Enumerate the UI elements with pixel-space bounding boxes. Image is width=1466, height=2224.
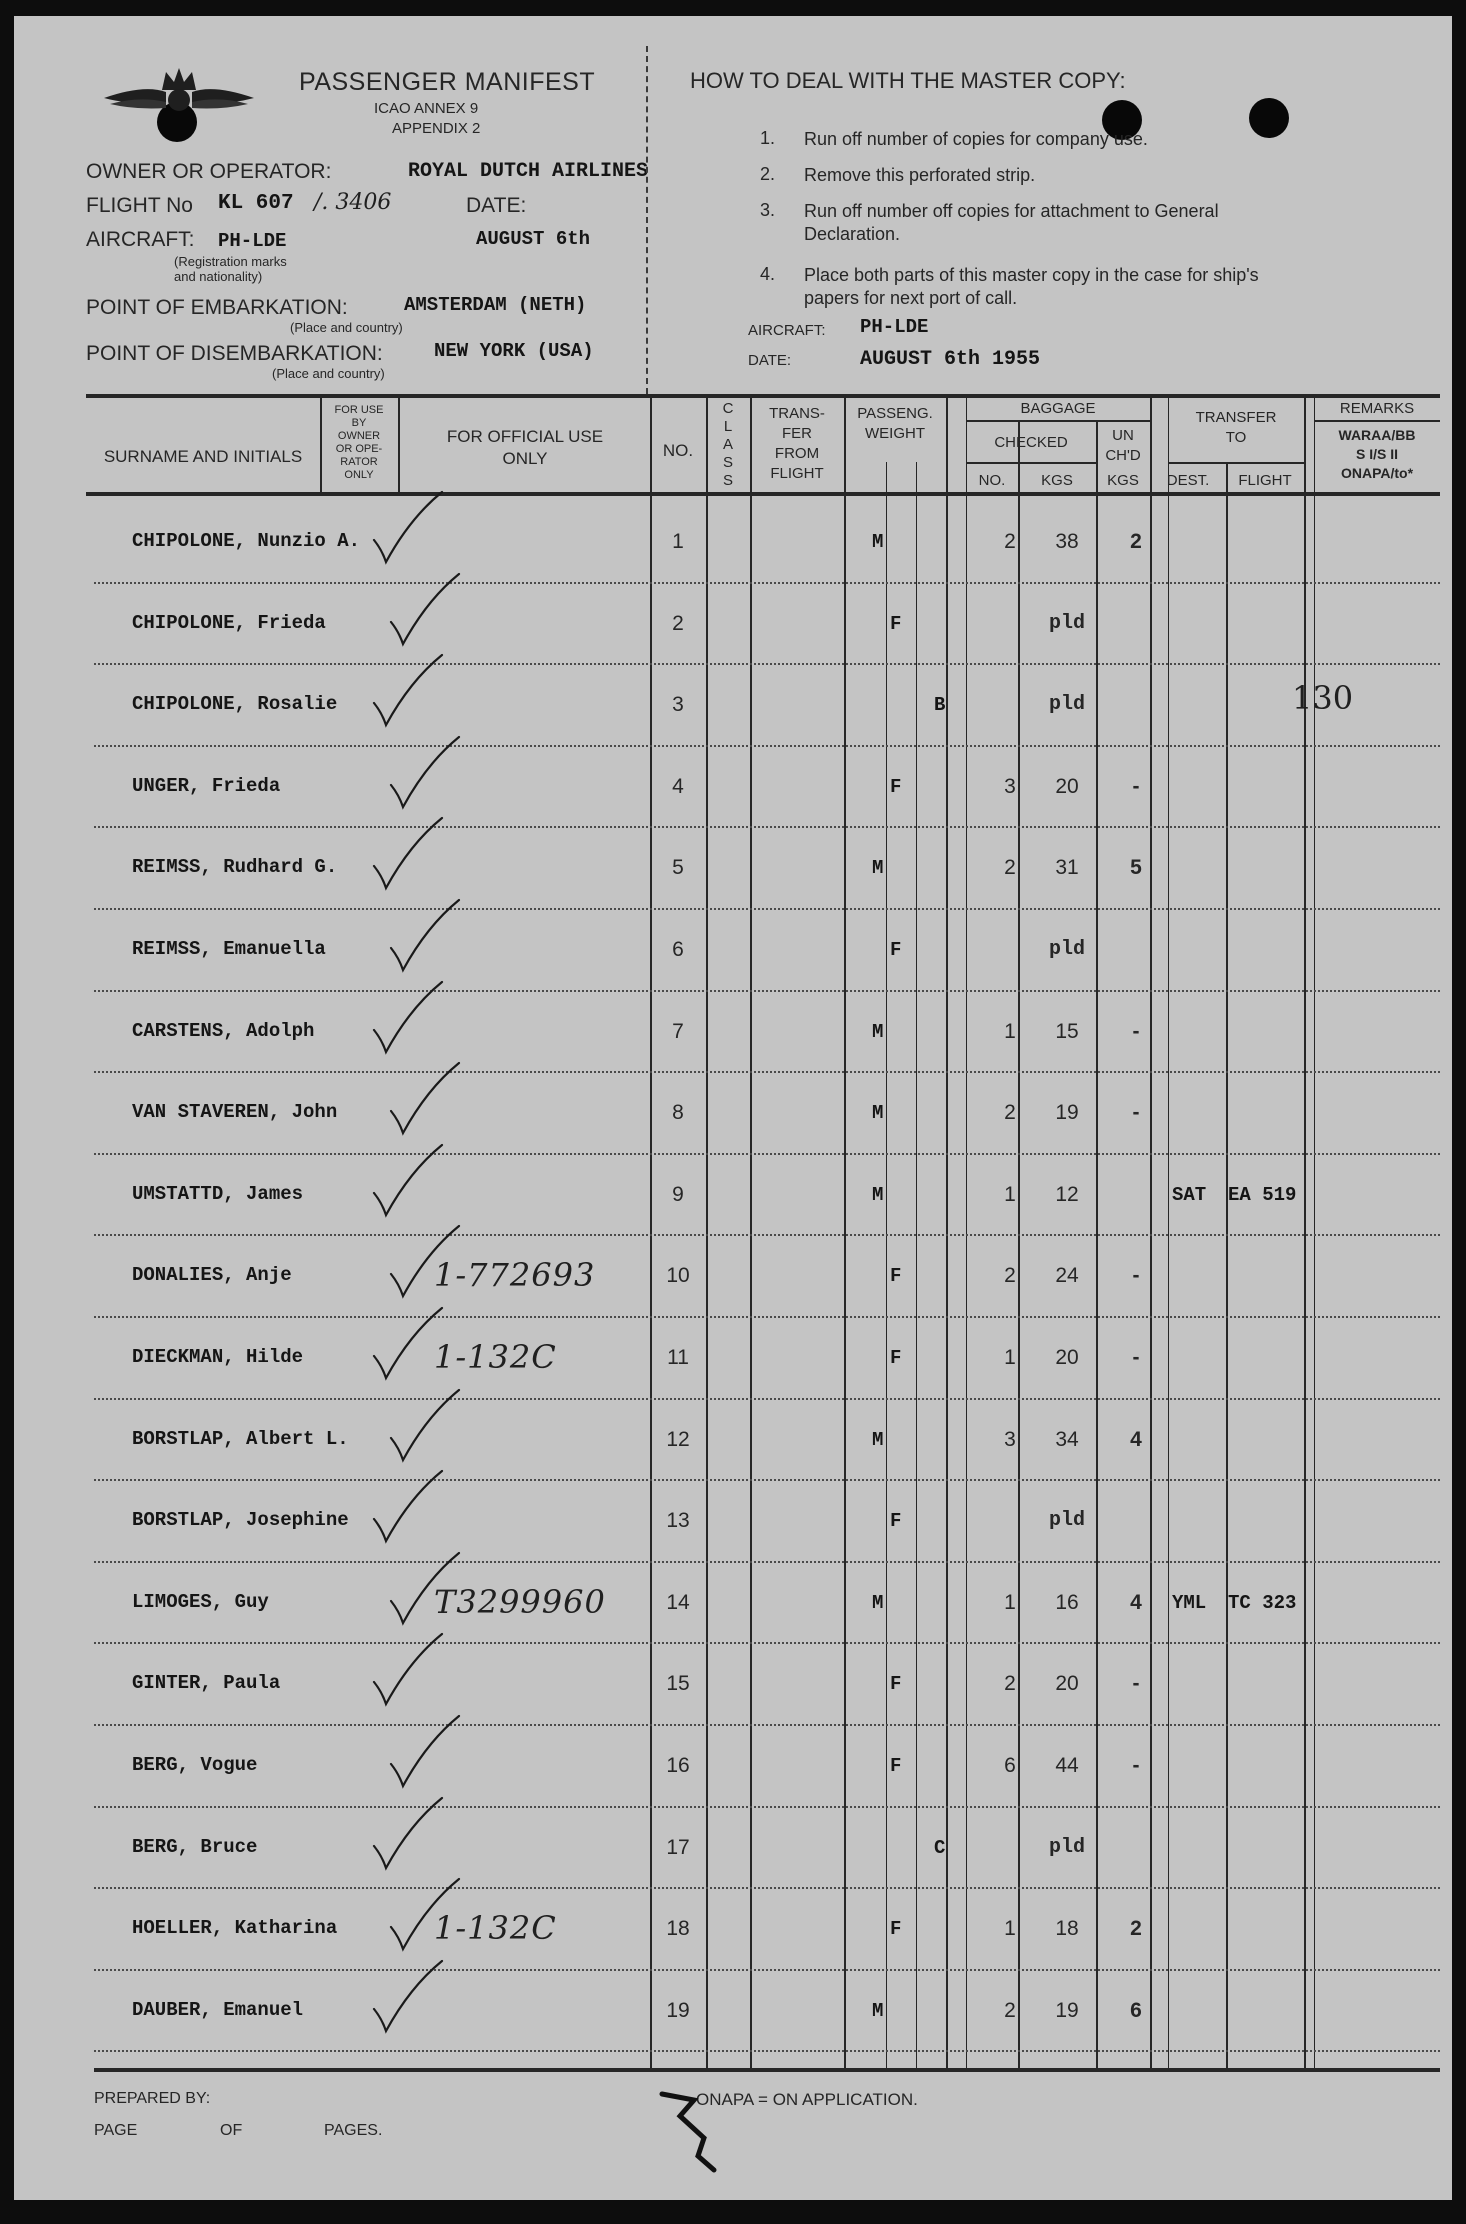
row-separator — [94, 1724, 1440, 1726]
bag-kgs: 19 — [1055, 1998, 1079, 2022]
disembark-place-note: (Place and country) — [272, 366, 385, 381]
check-mark-icon — [370, 1794, 460, 1874]
col-rule — [916, 462, 917, 2070]
instr-date-label: DATE: — [748, 352, 792, 369]
remarks-sub-rule — [1314, 420, 1440, 422]
col-checked: CHECKED — [994, 434, 1068, 451]
bag-kgs: 16 — [1055, 1590, 1079, 1614]
bag-kgs: pld — [1048, 693, 1085, 717]
bag-count: 1 — [1004, 1019, 1016, 1043]
passenger-no: 3 — [672, 693, 684, 717]
instructions-title: HOW TO DEAL WITH THE MASTER COPY: — [690, 68, 1126, 93]
col-transfer-to: TRANSFER TO — [1195, 409, 1277, 446]
embark-label: POINT OF EMBARKATION: — [86, 296, 348, 319]
unchecked-kgs: 5 — [1130, 856, 1142, 880]
check-mark-icon — [370, 651, 460, 731]
passenger-name: UMSTATTD, James — [132, 1182, 304, 1205]
check-mark-icon — [370, 814, 460, 894]
instr-aircraft-label: AIRCRAFT: — [748, 322, 826, 339]
passenger-no: 19 — [666, 1998, 690, 2022]
unchecked-kgs: - — [1132, 1019, 1140, 1043]
instruction-number: 4. — [760, 264, 776, 284]
col-unchd: UN CH'D — [1105, 427, 1141, 464]
col-weight: PASSENG. WEIGHT — [857, 405, 933, 442]
row-separator — [94, 1234, 1440, 1236]
disembark-label: POINT OF DISEMBARKATION: — [86, 342, 383, 365]
embark-place-note: (Place and country) — [290, 320, 403, 335]
passenger-name: BORSTLAP, Albert L. — [132, 1427, 349, 1450]
col-class: C L A S S — [722, 400, 734, 489]
flight-value: KL 607 — [218, 192, 294, 215]
sex-male: M — [872, 1102, 884, 1125]
registration-note: (Registration marks and nationality) — [174, 254, 287, 284]
check-mark-icon — [370, 1304, 460, 1384]
passenger-no: 15 — [666, 1672, 690, 1696]
passenger-no: 14 — [666, 1590, 690, 1614]
check-mark-icon — [370, 1957, 460, 2037]
check-mark-icon — [387, 570, 477, 650]
transfer-dest: YML — [1172, 1591, 1207, 1614]
sex-female: F — [890, 939, 902, 961]
aircraft-value: PH-LDE — [218, 230, 287, 252]
check-mark-icon — [370, 1630, 460, 1710]
instr-aircraft-value: PH-LDE — [860, 316, 929, 338]
bag-kgs: 20 — [1055, 1346, 1079, 1369]
icao-annex: ICAO ANNEX 9 — [374, 100, 479, 117]
passenger-name: REIMSS, Emanuella — [132, 938, 326, 960]
sex-male: M — [872, 531, 884, 553]
col-kgs: KGS — [1041, 472, 1073, 489]
unchecked-kgs: - — [1132, 1754, 1140, 1777]
checked-sub-rule — [966, 462, 1098, 464]
passenger-name: DONALIES, Anje — [132, 1264, 292, 1287]
check-mark-icon — [370, 488, 460, 568]
col-official: FOR OFFICIAL USE ONLY — [446, 427, 604, 468]
unchecked-kgs: - — [1132, 1672, 1140, 1696]
check-mark-icon — [370, 1141, 460, 1221]
passenger-name: CARSTENS, Adolph — [132, 1019, 315, 1042]
sex-female: F — [890, 775, 902, 798]
passenger-no: 2 — [672, 611, 684, 635]
disembark-value: NEW YORK (USA) — [434, 340, 594, 362]
passenger-name: BERG, Bruce — [132, 1835, 258, 1858]
col-bag-no: NO. — [978, 472, 1006, 489]
instruction-text: Run off number of copies for company use. — [804, 129, 1148, 149]
sex-female: F — [890, 1265, 902, 1288]
instruction-number: 3. — [760, 200, 776, 220]
passenger-no: 16 — [666, 1754, 690, 1777]
passenger-no: 17 — [666, 1835, 690, 1859]
bag-count: 1 — [1004, 1917, 1016, 1941]
passenger-no: 4 — [672, 774, 684, 798]
table-bottom-rule — [94, 2068, 1440, 2072]
bag-kgs: 44 — [1055, 1754, 1079, 1777]
row-separator — [94, 1479, 1440, 1481]
footer-pages: PAGES. — [324, 2122, 383, 2139]
punch-hole-right — [1249, 98, 1289, 138]
col-remarks: REMARKS — [1339, 400, 1415, 417]
bag-count: 2 — [1004, 1101, 1016, 1125]
sex-male: M — [872, 1591, 884, 1614]
row-separator — [94, 1887, 1440, 1889]
passenger-no: 13 — [666, 1509, 690, 1533]
bag-count: 2 — [1004, 530, 1016, 553]
embark-value: AMSTERDAM (NETH) — [404, 294, 587, 316]
row-separator — [94, 1642, 1440, 1644]
row-separator — [94, 1316, 1440, 1318]
ink-mark — [654, 2086, 724, 2176]
unchecked-kgs: - — [1132, 1346, 1140, 1369]
col-dest: DEST. — [1166, 472, 1210, 489]
instr-date-value: AUGUST 6th 1955 — [860, 348, 1041, 371]
row-separator — [94, 1153, 1440, 1155]
bag-kgs: pld — [1048, 938, 1085, 961]
klm-crown-logo — [104, 62, 254, 122]
onapa-note: ONAPA = ON APPLICATION. — [696, 2090, 918, 2109]
passenger-name: LIMOGES, Guy — [132, 1590, 269, 1613]
bag-count: 1 — [1004, 1182, 1016, 1206]
owner-label: OWNER OR OPERATOR: — [86, 160, 332, 183]
bag-count: 2 — [1004, 1998, 1016, 2022]
unchecked-kgs: - — [1132, 774, 1140, 798]
unchecked-kgs: - — [1132, 1101, 1140, 1125]
bag-kgs: 15 — [1055, 1019, 1079, 1043]
sex-male: M — [872, 1428, 884, 1451]
official-handwritten-note: 1-132C — [434, 1338, 557, 1376]
row-separator — [94, 1969, 1440, 1971]
col-rule — [886, 462, 887, 2070]
official-handwritten-note: 1-132C — [434, 1909, 557, 1948]
bag-kgs: pld — [1048, 611, 1085, 635]
bag-count: 3 — [1004, 1427, 1016, 1451]
sex-female: F — [890, 612, 902, 635]
col-no: NO. — [662, 441, 694, 460]
passenger-name: GINTER, Paula — [132, 1672, 281, 1695]
col-for-use: FOR USE BY OWNER OR OPE- RATOR ONLY — [334, 404, 384, 481]
bag-count: 2 — [1004, 1672, 1016, 1696]
col-rule — [1226, 462, 1228, 2070]
passenger-no: 1 — [672, 530, 684, 553]
sex-female: F — [890, 1510, 902, 1533]
transfer-sub-rule — [1168, 462, 1306, 464]
bag-kgs: 34 — [1055, 1427, 1079, 1451]
row-separator — [94, 2050, 1440, 2052]
check-mark-icon — [387, 1222, 477, 1302]
row-separator — [94, 1806, 1440, 1808]
col-flight: FLIGHT — [1238, 472, 1292, 489]
flight-hand-number: /. 3406 — [314, 190, 392, 215]
passenger-name: UNGER, Frieda — [132, 774, 281, 797]
official-handwritten-note: 1-772693 — [434, 1256, 596, 1295]
header-bottom-rule — [86, 492, 1440, 496]
check-mark-icon — [387, 1549, 477, 1629]
unchecked-kgs: 2 — [1130, 530, 1142, 553]
sex-female: F — [890, 1347, 902, 1369]
transfer-flight: TC 323 — [1228, 1591, 1297, 1614]
table-top-rule — [86, 394, 1440, 398]
bag-kgs: 20 — [1055, 1672, 1079, 1696]
row-separator — [94, 826, 1440, 828]
manifest-page — [14, 16, 1452, 2200]
unchecked-kgs: 2 — [1130, 1917, 1142, 1941]
owner-value: ROYAL DUTCH AIRLINES — [408, 160, 649, 183]
passenger-name: VAN STAVEREN, John — [132, 1101, 338, 1124]
date-label: DATE: — [466, 194, 527, 217]
row-separator — [94, 990, 1440, 992]
check-mark-icon — [387, 1875, 477, 1955]
bag-kgs: 24 — [1055, 1264, 1079, 1288]
check-mark-icon — [387, 733, 477, 813]
transfer-dest: SAT — [1172, 1183, 1207, 1206]
bag-count: 1 — [1004, 1346, 1016, 1369]
unchecked-kgs: 4 — [1130, 1590, 1142, 1614]
sex-male: M — [872, 1999, 884, 2022]
baggage-sub-rule — [966, 420, 1150, 422]
col-rule — [1018, 422, 1020, 2070]
prepared-by: PREPARED BY: — [94, 2090, 211, 2107]
passenger-no: 9 — [672, 1182, 684, 1206]
footer-of: OF — [220, 2122, 243, 2139]
col-surname: SURNAME AND INITIALS — [103, 447, 303, 466]
instruction-text: Remove this perforated strip. — [804, 165, 1036, 185]
check-mark-icon — [370, 1467, 460, 1547]
col-transfer-from: TRANS- FER FROM FLIGHT — [769, 405, 825, 482]
bag-kgs: pld — [1048, 1835, 1085, 1859]
passenger-name: CHIPOLONE, Frieda — [132, 611, 326, 634]
instruction-text: Place both parts of this master copy in the case for ship's papers for next port of call. — [804, 265, 1259, 308]
row-separator — [94, 1071, 1440, 1073]
passenger-no: 7 — [672, 1019, 684, 1043]
passenger-no: 5 — [672, 856, 684, 880]
bag-kgs: 20 — [1055, 774, 1079, 798]
sex-female: F — [890, 1755, 902, 1777]
passenger-name: HOELLER, Katharina — [132, 1917, 338, 1940]
unchecked-kgs: - — [1132, 1264, 1140, 1288]
instruction-text: Run off number off copies for attachment to General Declaration. — [804, 201, 1219, 244]
passenger-name: CHIPOLONE, Nunzio A. — [132, 530, 361, 552]
col-remarks-sub: WARAA/BB S I/S II ONAPA/to* — [1338, 427, 1416, 481]
sex-male: M — [872, 1020, 884, 1043]
row-separator — [94, 908, 1440, 910]
row-separator — [94, 1561, 1440, 1563]
passenger-name: BERG, Vogue — [132, 1754, 258, 1776]
sex-male: M — [872, 1183, 884, 1206]
col-baggage: BAGGAGE — [1020, 400, 1096, 417]
sex-male: M — [872, 857, 884, 880]
check-mark-icon — [387, 896, 477, 976]
passenger-no: 18 — [666, 1917, 690, 1941]
check-mark-icon — [370, 978, 460, 1058]
row-separator — [94, 745, 1440, 747]
sex-female: F — [890, 1673, 902, 1696]
transfer-flight: EA 519 — [1228, 1183, 1297, 1206]
passenger-no: 6 — [672, 938, 684, 961]
passenger-no: 11 — [667, 1346, 689, 1369]
bag-kgs: 38 — [1055, 530, 1079, 553]
row-separator — [94, 663, 1440, 665]
bag-kgs: 18 — [1055, 1917, 1079, 1941]
col-rule — [1096, 422, 1098, 2070]
bag-count: 2 — [1004, 856, 1016, 880]
instruction-number: 1. — [760, 128, 776, 148]
passenger-name: REIMSS, Rudhard G. — [132, 856, 338, 879]
flight-label: FLIGHT No — [86, 194, 193, 217]
bag-kgs: 12 — [1055, 1182, 1079, 1206]
instruction-number: 2. — [760, 164, 776, 184]
col-unchd-kgs: KGS — [1107, 472, 1139, 489]
unchecked-kgs: 6 — [1130, 1998, 1142, 2022]
bag-kgs: 31 — [1055, 856, 1079, 880]
remarks-handwritten: 130 — [1292, 679, 1354, 718]
passenger-no: 12 — [666, 1427, 690, 1451]
passenger-name: DAUBER, Emanuel — [132, 1998, 304, 2021]
official-handwritten-note: T3299960 — [434, 1582, 606, 1621]
footer-page: PAGE — [94, 2122, 138, 2139]
bag-kgs: 19 — [1055, 1101, 1079, 1125]
bag-kgs: pld — [1048, 1509, 1085, 1533]
passenger-no: 10 — [666, 1264, 690, 1288]
bag-count: 6 — [1004, 1754, 1016, 1777]
bag-count: 2 — [1004, 1264, 1016, 1288]
passenger-name: BORSTLAP, Josephine — [132, 1509, 349, 1532]
passenger-no: 8 — [672, 1101, 684, 1125]
row-separator — [94, 582, 1440, 584]
passenger-name: CHIPOLONE, Rosalie — [132, 693, 338, 716]
bag-count: 3 — [1004, 774, 1016, 798]
appendix: APPENDIX 2 — [392, 120, 481, 137]
bag-count: 1 — [1004, 1590, 1016, 1614]
child-infant: B — [934, 694, 946, 717]
row-separator — [94, 1398, 1440, 1400]
check-mark-icon — [387, 1059, 477, 1139]
check-mark-icon — [387, 1712, 477, 1792]
perforation-line — [646, 46, 648, 394]
sex-female: F — [890, 1918, 902, 1941]
passenger-name: DIECKMAN, Hilde — [132, 1346, 304, 1368]
date-value: AUGUST 6th — [476, 228, 591, 250]
unchecked-kgs: 4 — [1130, 1427, 1142, 1451]
aircraft-label: AIRCRAFT: — [86, 228, 195, 251]
check-mark-icon — [387, 1386, 477, 1466]
child-infant: C — [934, 1836, 946, 1859]
manifest-title: PASSENGER MANIFEST — [299, 68, 596, 96]
